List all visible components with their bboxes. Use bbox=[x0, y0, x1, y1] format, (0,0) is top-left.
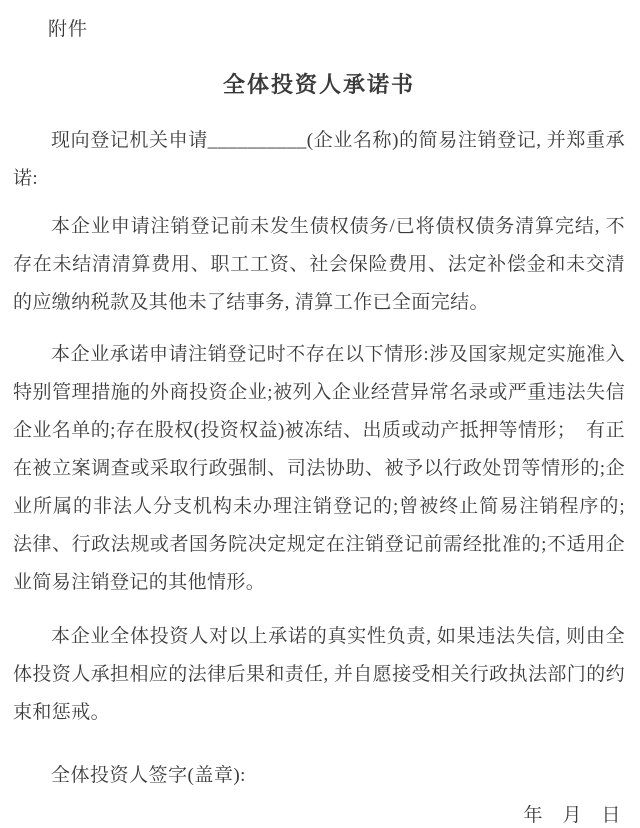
paragraph-debt-clearance: 本企业申请注销登记前未发生债权债务/已将债权债务清算完结, 不存在未结清清算费用、职工工资、社会保险费用、法定补偿金和未交清的应缴纳税款及其他未了结事务, 清算工作已全面完结。 bbox=[13, 216, 625, 313]
document-title: 全体投资人承诺书 bbox=[222, 72, 415, 97]
signature-label: 全体投资人签字(盖章): bbox=[51, 765, 246, 786]
paragraph-excluded-circumstances: 本企业承诺申请注销登记时不存在以下情形:涉及国家规定实施准入特别管理措施的外商投资企业;被列入企业经营异常名录或严重违法失信企业名单的;存在股权(投资权益)被冻结、出质或动产抵押等情形； 有正在被立案调查或采取行政强制、司法协助、被予以行政处罚等情形的;企业所属的非法人分支机构未办理注销登记的;曾被终止简易注销程序的;法律、行政法规或者国务院决定规定在注销登记前需经批准的;不适用企业简易注销登记的其他情形。 bbox=[13, 344, 625, 593]
date-line: 年 月 日 bbox=[523, 805, 621, 826]
paragraph-application: 现向登记机关申请__________(企业名称)的简易注销登记, 并郑重承诺: bbox=[13, 130, 625, 189]
paragraph-liability: 本企业全体投资人对以上承诺的真实性负责, 如果违法失信, 则由全体投资人承担相应的法律后果和责任, 并自愿接受相关行政执法部门的约束和惩戒。 bbox=[13, 626, 625, 723]
attachment-label: 附件 bbox=[48, 19, 89, 40]
